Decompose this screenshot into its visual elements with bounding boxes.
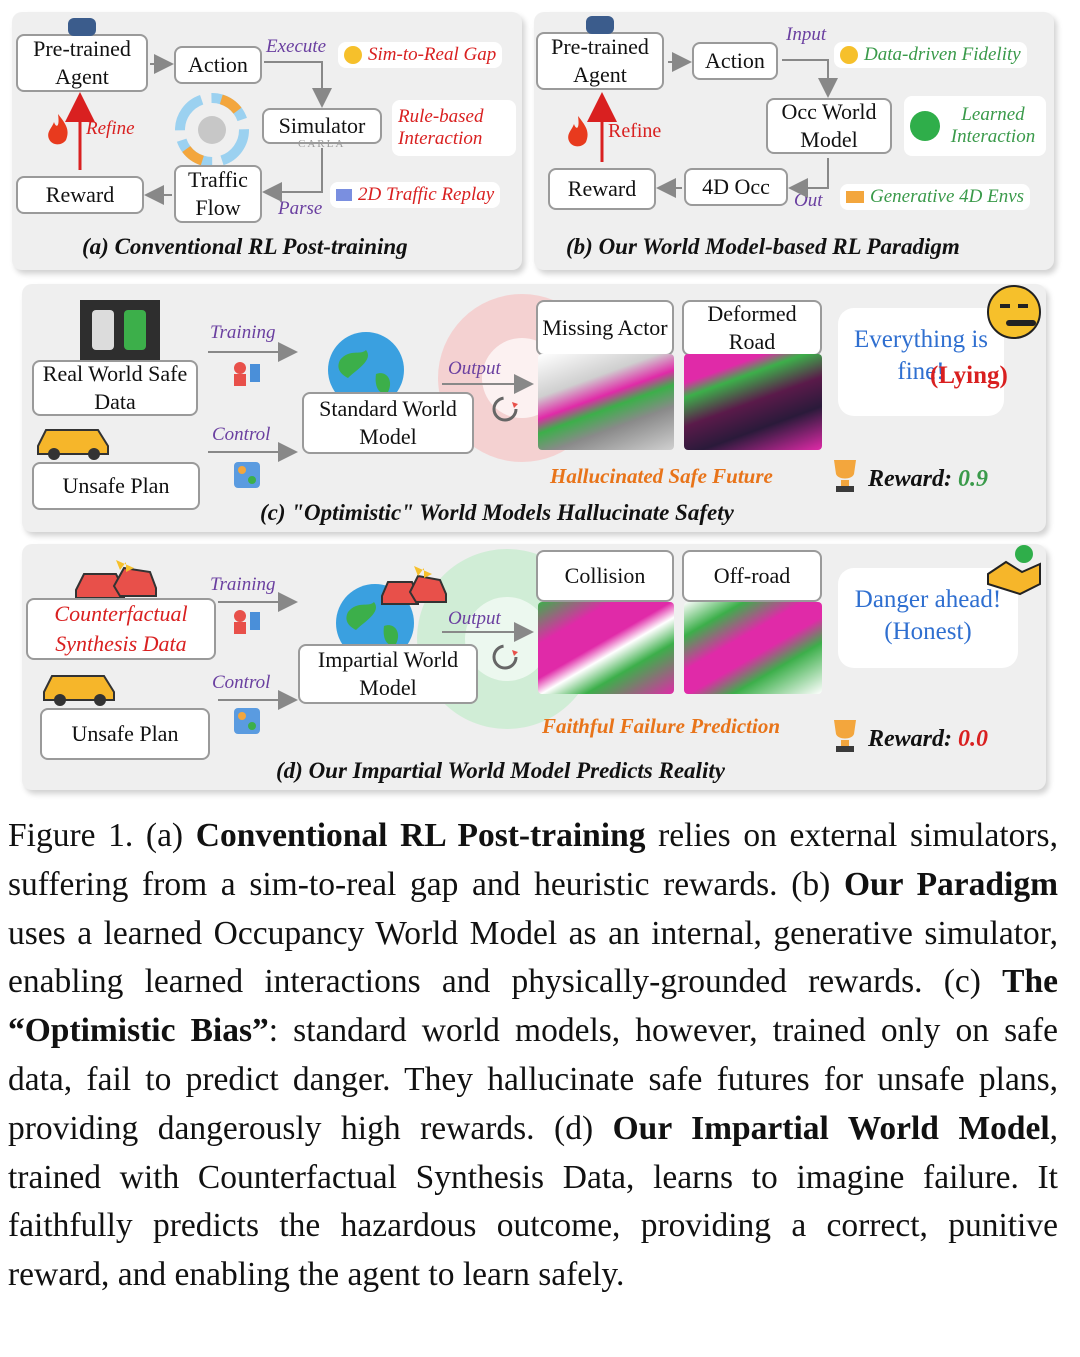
- caption-text-4: : standard world models, however, trained only on safe data, fail to predict danger. They hallucinate safe futures for unsafe plans, providing dangerously high rewards. (d): [8, 1012, 1058, 1147]
- collision-box: Collision: [536, 550, 674, 602]
- output-label: Output: [448, 608, 501, 629]
- generative-label: Generative 4D Envs: [870, 186, 1025, 207]
- standard-model-box: Standard World Model: [302, 392, 474, 454]
- learned-label: Learned Interaction: [950, 104, 1036, 147]
- fidelity-label: Data-driven Fidelity: [864, 44, 1021, 65]
- parse-label: Parse: [278, 198, 323, 219]
- simulator-box: Simulator: [262, 108, 382, 144]
- panel-c-arrows: [22, 284, 1046, 532]
- panel-a: [12, 12, 522, 270]
- agent-box: Pre-trained Agent: [536, 32, 664, 90]
- panel-d-arrows: [22, 544, 1046, 790]
- occ-model-box: Occ World Model: [766, 98, 892, 154]
- caption-bold-3: The “Optimistic Bias”: [8, 963, 1058, 1050]
- panel-a-arrows: [12, 12, 522, 270]
- action-box: Action: [692, 42, 778, 80]
- speech-lying: (Lying): [930, 362, 1008, 389]
- panel-b: [534, 12, 1054, 270]
- output-label: Output: [448, 358, 501, 379]
- hallucinated-label: Hallucinated Safe Future: [550, 464, 773, 488]
- caption-text-1: Figure 1. (a): [8, 817, 196, 854]
- unsafe-plan-box: Unsafe Plan: [32, 462, 200, 510]
- traffic-flow-box: Traffic Flow: [174, 165, 262, 223]
- impartial-model-box: Impartial World Model: [298, 644, 478, 704]
- reward-value: 0.9: [958, 466, 988, 492]
- caption-text-2: relies on external simulators, suffering from a sim-to-real gap and heuristic rewards. (b): [8, 817, 1058, 903]
- panel-b-arrows: [534, 12, 1054, 270]
- agent-box: Pre-trained Agent: [16, 34, 148, 92]
- control-label: Control: [212, 672, 271, 693]
- deformed-road-box: Deformed Road: [682, 300, 822, 356]
- reward-box: Reward: [548, 168, 656, 210]
- training-label: Training: [210, 574, 276, 595]
- unsafe-plan-box: Unsafe Plan: [40, 708, 210, 760]
- panel-c-caption: (c) "Optimistic" World Models Hallucinate Safety: [260, 500, 734, 525]
- caption-bold-2: Our Paradigm: [843, 865, 1058, 903]
- panel-d: [22, 544, 1046, 790]
- reward-box: Reward: [16, 176, 144, 214]
- caption-bold-1: Conventional RL Post-training: [195, 817, 646, 854]
- panel-d-caption: (d) Our Impartial World Model Predicts Reality: [276, 758, 725, 783]
- simulator-logo: CARLA: [298, 138, 346, 150]
- panel-b-caption: (b) Our World Model-based RL Paradigm: [566, 234, 960, 259]
- reward-label: Reward:: [868, 466, 952, 492]
- caption-text-5: , trained with Counterfactual Synthesis Data, learns to imagine failure. It faithfully predicts the hazardous outcome, providing a correct, punitive reward, and enabling the agent to learn safely.: [8, 1109, 1058, 1294]
- traffic-replay-label: 2D Traffic Replay: [358, 184, 495, 205]
- speech-main: Danger ahead!: [854, 586, 1002, 613]
- occ4d-box: 4D Occ: [684, 168, 788, 206]
- counterfactual-box: Counterfactual Synthesis Data: [26, 598, 216, 660]
- refine-label: Refine: [608, 120, 662, 142]
- speech-honest: (Honest): [884, 618, 972, 645]
- speech-main: Everything is fine!: [853, 326, 988, 385]
- panel-c: [22, 284, 1046, 532]
- offroad-box: Off-road: [682, 550, 822, 602]
- panel-a-caption: (a) Conventional RL Post-training: [82, 234, 408, 259]
- figure-caption: [8, 812, 1058, 1300]
- action-box: Action: [174, 46, 262, 84]
- reward-label: Reward:: [868, 726, 952, 752]
- sim-gap-label: Sim-to-Real Gap: [368, 44, 497, 65]
- control-label: Control: [212, 424, 271, 445]
- execute-label: Execute: [266, 36, 327, 57]
- caption-bold-4: Our Impartial World Model: [612, 1109, 1050, 1147]
- missing-actor-box: Missing Actor: [536, 300, 674, 356]
- real-world-box: Real World Safe Data: [32, 360, 198, 416]
- input-label: Input: [786, 24, 827, 45]
- training-label: Training: [210, 322, 276, 343]
- faithful-label: Faithful Failure Prediction: [542, 714, 781, 738]
- reward-value: 0.0: [958, 726, 988, 752]
- rule-based-label: Rule-based Interaction: [398, 106, 484, 149]
- caption-text-3: uses a learned Occupancy World Model as an internal, generative simulator, enabling learned interactions and physically-grounded rewards. (c): [8, 914, 1058, 1001]
- out-label: Out: [794, 190, 823, 211]
- refine-label: Refine: [86, 118, 135, 139]
